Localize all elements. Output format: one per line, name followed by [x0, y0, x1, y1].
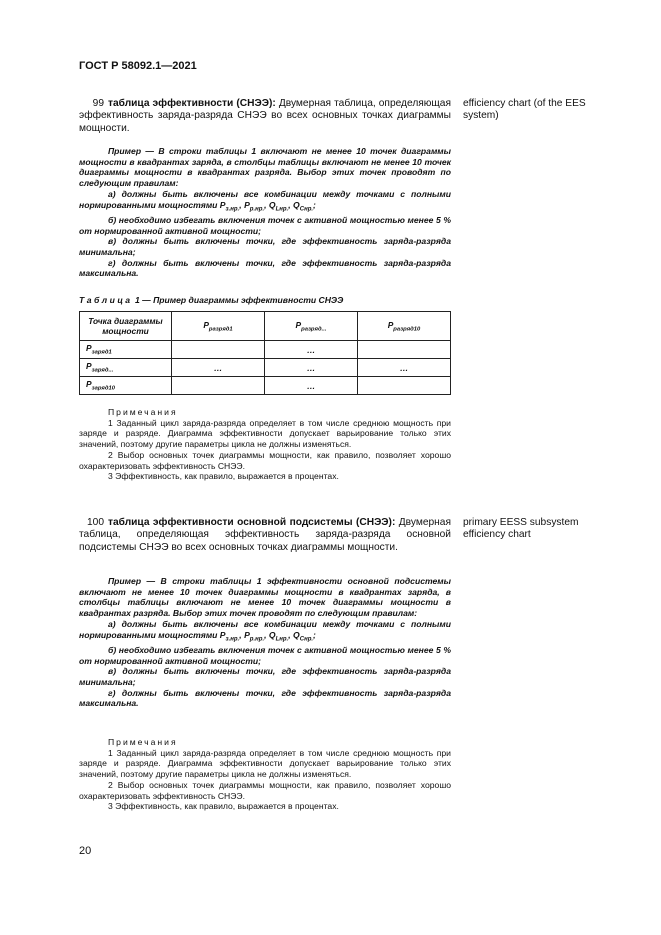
table-cell: … — [358, 359, 451, 377]
table-column-header: $P_{разряд...}$ — [265, 312, 358, 341]
example-rule-b: б) необходимо избегать включения точек с активной мощностью менее 5 % от нормированной активной мощности; — [79, 214, 451, 236]
table-row — [80, 377, 451, 395]
example-intro: Пример — В строки таблицы 1 эффективности основной подсистемы включают не менее 10 точек диаграммы мощности в квадрантах заряда, в столбцы таблицы включают не менее 10 точек диаграммы мощности в квадрантах разряда. Выбор этих точек проводят по следующим правилам: — [79, 576, 451, 619]
term-99-text: Двумерная таблица, определяющая эффективность заряда-разряда СНЭЭ во всех основных точках диаграммы мощности. — [79, 98, 451, 134]
term-99-number: 99 — [92, 98, 104, 109]
table-column-header: $P_{разряд1}$ — [172, 312, 265, 341]
term-99-notes — [79, 407, 451, 482]
term-100-title: таблица эффективности основной подсистемы (СНЭЭ): — [108, 517, 396, 528]
term-99-definition — [79, 98, 451, 135]
example-rule-c: в) должны быть включены точки, где эффективность заряда-разряда минимальна; — [79, 666, 451, 688]
note-3: 3 Эффективность, как правило, выражается в процентах. — [108, 471, 339, 482]
term-100-number: 100 — [87, 517, 104, 528]
table-cell — [358, 377, 451, 395]
table-cell — [358, 341, 451, 359]
notes-heading: Примечания — [108, 407, 178, 417]
example-rule-c: в) должны быть включены точки, где эффективность заряда-разряда минимальна; — [79, 236, 451, 258]
note-1: 1 Заданный цикл заряда-разряда определяет в том числе среднюю мощность при заряде и разряде. Диаграмма эффективности допускает варьирование только этих значений, поэтому другие параметры цикла не должны изменяться. — [79, 747, 451, 780]
table-cell: … — [265, 341, 358, 359]
term-100-text: Двумерная таблица, определяющая эффективность заряда-разряда основной подсистемы СНЭЭ во всех основных точках диаграммы мощности. — [79, 517, 451, 553]
table-row-header: $P_{заряд1}$ — [80, 341, 172, 359]
table-corner-cell: Точка диаграммы мощности — [80, 312, 172, 341]
table-header-row — [80, 312, 451, 341]
example-intro: Пример — В строки таблицы 1 включают не менее 10 точек диаграммы мощности в квадрантах заряда, в столбцы таблицы включают не менее 10 точек диаграммы мощности в квадрантах разряда. Выбор этих точек проводят по следующим правилам: — [79, 146, 451, 189]
table-cell: … — [265, 359, 358, 377]
table-caption: Таблица 1 — Пример диаграммы эффективности СНЭЭ — [79, 295, 344, 305]
note-3: 3 Эффективность, как правило, выражается в процентах. — [108, 801, 339, 812]
example-rule-d: г) должны быть включены точки, где эффективность заряда-разряда максимальна. — [79, 257, 451, 279]
table-row-header: $P_{заряд...}$ — [80, 359, 172, 377]
table-cell: … — [265, 377, 358, 395]
table-cell — [172, 377, 265, 395]
note-2: 2 Выбор основных точек диаграммы мощности, как правило, позволяет хорошо охарактеризовать эффективность СНЭЭ. — [79, 449, 451, 471]
table-row — [80, 341, 451, 359]
term-100-notes — [79, 737, 451, 812]
note-2: 2 Выбор основных точек диаграммы мощности, как правило, позволяет хорошо охарактеризовать эффективность СНЭЭ. — [79, 779, 451, 801]
table-row-header: $P_{заряд10}$ — [80, 377, 172, 395]
example-rule-a: а) должны быть включены все комбинации между точками с полными нормированными мощностями $P_{з.нр.}$, $P_{р.нр.}$, $Q_{Lнр.}$, $Q_{Cнр.}$; — [79, 618, 451, 643]
example-rule-b: б) необходимо избегать включения точек с активной мощностью менее 5 % от нормированной активной мощности; — [79, 644, 451, 666]
document-header: ГОСТ Р 58092.1—2021 — [79, 60, 197, 72]
page-number: 20 — [79, 845, 92, 857]
term-99-example — [79, 146, 451, 279]
table-cell: … — [172, 359, 265, 377]
efficiency-table — [79, 311, 451, 395]
note-1: 1 Заданный цикл заряда-разряда определяет в том числе среднюю мощность при заряде и разряде. Диаграмма эффективности допускает варьирование только этих значений, поэтому другие параметры цикла не должны изменяться. — [79, 417, 451, 450]
example-rule-d: г) должны быть включены точки, где эффективность заряда-разряда максимальна. — [79, 687, 451, 709]
term-100-definition — [79, 517, 451, 554]
example-rule-a: а) должны быть включены все комбинации между точками с полными нормированными мощностями $P_{з.нр.}$, $P_{р.нр.}$, $Q_{Lнр.}$, $Q_{Cнр.}$; — [79, 188, 451, 213]
term-100-english: primary EESS subsystem efficiency chart — [463, 517, 579, 541]
table-row — [80, 359, 451, 377]
term-99-title: таблица эффективности (СНЭЭ): — [108, 98, 276, 109]
term-99-english: efficiency chart (of the EES system) — [463, 98, 586, 122]
term-100-example — [79, 576, 451, 709]
table-cell — [172, 341, 265, 359]
table-column-header: $P_{разряд10}$ — [358, 312, 451, 341]
notes-heading: Примечания — [108, 737, 178, 747]
